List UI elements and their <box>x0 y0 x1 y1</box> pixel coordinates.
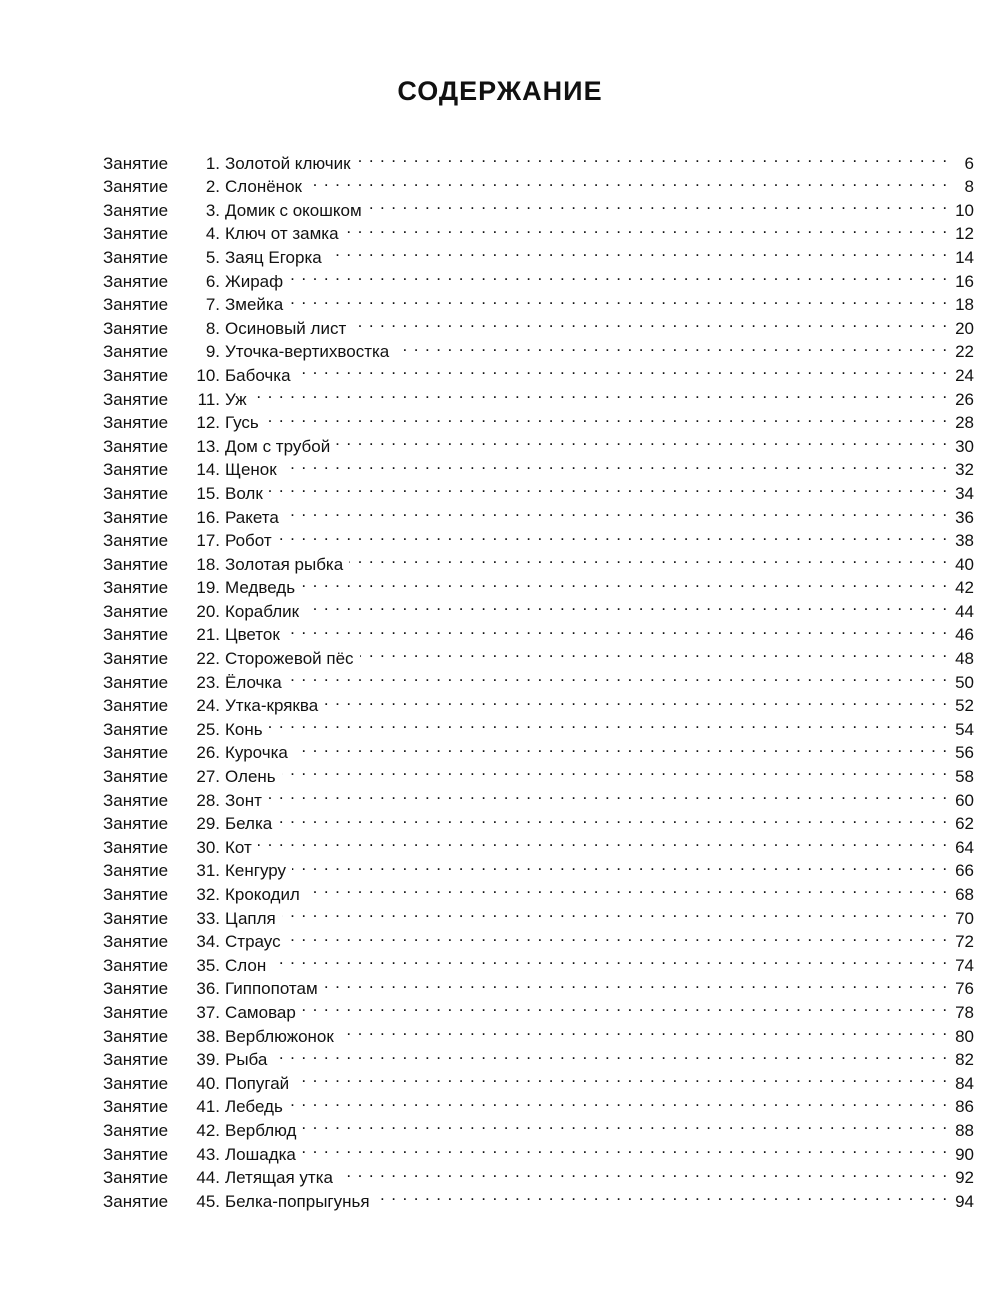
dot-leader <box>292 853 948 877</box>
dot-leader <box>265 405 948 429</box>
lesson-number: 21. <box>196 625 220 645</box>
lesson-number: 1. <box>205 153 220 173</box>
lesson-number: 40. <box>196 1073 220 1093</box>
page-number: 88 <box>955 1120 974 1140</box>
lesson-number: 27. <box>196 767 220 787</box>
dot-leader <box>305 593 948 617</box>
page-number: 86 <box>955 1097 974 1117</box>
dot-leader <box>340 1018 948 1042</box>
lesson-title: Золотой ключик <box>225 153 351 173</box>
page-number: 48 <box>955 649 974 669</box>
page-number: 26 <box>955 389 974 409</box>
dot-leader <box>268 782 948 806</box>
lesson-title: Верблюд <box>225 1120 297 1140</box>
lesson-label: Занятие <box>103 601 169 621</box>
page-number: 66 <box>955 861 974 881</box>
dot-leader <box>302 1136 948 1160</box>
lesson-label: Занятие <box>103 247 169 267</box>
page-number: 36 <box>955 507 974 527</box>
lesson-label: Занятие <box>103 365 169 385</box>
dot-leader <box>289 263 948 287</box>
lesson-title: Ключ от замка <box>225 224 339 244</box>
dot-leader <box>253 381 948 405</box>
dot-leader <box>395 334 948 358</box>
dot-leader <box>283 452 948 476</box>
page-number: 54 <box>955 719 974 739</box>
lesson-number: 19. <box>196 578 220 598</box>
lesson-label: Занятие <box>103 1050 169 1070</box>
page-number: 92 <box>955 1168 974 1188</box>
page-number: 6 <box>964 153 974 173</box>
lesson-label: Занятие <box>103 696 169 716</box>
lesson-title: Слон <box>225 955 267 975</box>
lesson-label: Занятие <box>103 578 169 598</box>
lesson-number: 11. <box>197 389 220 409</box>
lesson-label: Занятие <box>103 814 169 834</box>
page-number: 64 <box>955 837 974 857</box>
dot-leader <box>287 924 948 948</box>
page-number: 34 <box>955 483 974 503</box>
lesson-number: 15. <box>196 483 220 503</box>
lesson-title: Цапля <box>225 908 276 928</box>
lesson-title: Рыба <box>225 1050 268 1070</box>
dot-leader <box>301 570 948 594</box>
lesson-label: Занятие <box>103 1002 169 1022</box>
lesson-title: Летящая утка <box>225 1168 333 1188</box>
page-number: 42 <box>955 578 974 598</box>
lesson-label: Занятие <box>103 790 169 810</box>
dot-leader <box>289 287 948 311</box>
dot-leader <box>324 971 948 995</box>
page-number: 80 <box>955 1026 974 1046</box>
lesson-title: Щенок <box>225 460 277 480</box>
lesson-label: Занятие <box>103 200 169 220</box>
lesson-number: 28. <box>196 790 220 810</box>
page-number: 22 <box>955 342 974 362</box>
lesson-title: Домик с окошком <box>225 200 362 220</box>
page-number: 68 <box>955 885 974 904</box>
lesson-title: Медведь <box>225 578 296 598</box>
page-number: 74 <box>955 955 974 975</box>
dot-leader <box>336 428 948 452</box>
lesson-title: Уж <box>225 389 247 409</box>
page-number: 76 <box>955 979 974 999</box>
lesson-label: Занятие <box>103 413 169 433</box>
dot-leader <box>294 735 948 759</box>
dot-leader <box>345 216 948 240</box>
lesson-number: 37. <box>196 1002 220 1022</box>
dot-leader <box>285 499 948 523</box>
lesson-label: Занятие <box>103 436 169 456</box>
lesson-number: 43. <box>196 1144 220 1164</box>
lesson-number: 29. <box>196 814 220 834</box>
lesson-label: Занятие <box>103 979 169 999</box>
lesson-title: Дом с трубой <box>225 436 331 456</box>
dot-leader <box>302 1112 948 1136</box>
lesson-title: Белка-попрыгунья <box>225 1191 370 1211</box>
lesson-number: 41. <box>196 1097 220 1117</box>
lesson-label: Занятие <box>103 861 169 881</box>
lesson-label: Занятие <box>103 271 169 291</box>
lesson-label: Занятие <box>103 1168 169 1188</box>
lesson-title: Кораблик <box>225 601 300 621</box>
dot-leader <box>339 1160 948 1184</box>
page-number: 12 <box>955 224 974 244</box>
lesson-label: Занятие <box>103 955 169 975</box>
lesson-label: Занятие <box>103 1191 169 1211</box>
page-number: 56 <box>955 743 974 763</box>
lesson-number: 22. <box>196 649 220 669</box>
lesson-title: Конь <box>225 719 263 739</box>
lesson-label: Занятие <box>103 318 169 338</box>
lesson-label: Занятие <box>103 649 169 669</box>
lesson-number: 6. <box>205 271 220 291</box>
lesson-title: Ёлочка <box>225 672 282 692</box>
lesson-label: Занятие <box>103 837 169 857</box>
dot-leader <box>288 664 948 688</box>
page-number: 24 <box>955 365 974 385</box>
page-number: 18 <box>955 295 974 315</box>
lesson-number: 26. <box>196 743 220 763</box>
page-number: 84 <box>955 1073 974 1093</box>
lesson-label: Занятие <box>103 932 169 952</box>
lesson-title: Жираф <box>225 271 284 291</box>
dot-leader <box>349 546 948 570</box>
lesson-number: 39. <box>196 1050 220 1070</box>
page-number: 46 <box>955 625 974 645</box>
lesson-label: Занятие <box>103 743 169 763</box>
page-number: 28 <box>955 413 974 433</box>
lesson-number: 18. <box>196 554 220 574</box>
lesson-title: Самовар <box>225 1002 296 1022</box>
lesson-title: Лошадка <box>225 1144 296 1164</box>
lesson-number: 30. <box>196 837 220 857</box>
lesson-number: 16. <box>196 507 220 527</box>
page-number: 20 <box>955 318 974 338</box>
page-number: 62 <box>955 814 974 834</box>
lesson-number: 44. <box>196 1168 220 1188</box>
lesson-label: Занятие <box>103 1120 169 1140</box>
dot-leader <box>295 1065 948 1089</box>
dot-leader <box>368 192 948 216</box>
dot-leader <box>289 1089 948 1113</box>
lesson-title: Кот <box>225 837 252 857</box>
page-number: 90 <box>955 1144 974 1164</box>
lesson-label: Занятие <box>103 554 169 574</box>
lesson-label: Занятие <box>103 483 169 503</box>
lesson-title: Зонт <box>225 790 262 810</box>
lesson-label: Занятие <box>103 625 169 645</box>
lesson-label: Занятие <box>103 1026 169 1046</box>
lesson-label: Занятие <box>103 177 169 197</box>
page-number: 94 <box>955 1191 974 1211</box>
lesson-label: Занятие <box>103 507 169 527</box>
lesson-label: Занятие <box>103 719 169 739</box>
lesson-number: 45. <box>196 1191 220 1211</box>
dot-leader <box>302 994 948 1018</box>
lesson-label: Занятие <box>103 342 169 362</box>
page-number: 8 <box>964 177 974 197</box>
dot-leader <box>297 357 948 381</box>
dot-leader <box>286 617 948 641</box>
lesson-number: 35. <box>196 955 220 975</box>
page-number: 14 <box>955 247 974 267</box>
page-number: 72 <box>955 932 974 952</box>
lesson-title: Ракета <box>225 507 279 527</box>
lesson-label: Занятие <box>103 153 169 173</box>
page-number: 52 <box>955 696 974 716</box>
page-number: 58 <box>955 767 974 787</box>
lesson-title: Гусь <box>225 413 259 433</box>
lesson-number: 32. <box>196 885 220 904</box>
lesson-label: Занятие <box>103 460 169 480</box>
lesson-title: Гиппопотам <box>225 979 318 999</box>
dot-leader <box>282 758 948 782</box>
table-of-contents <box>103 145 974 1211</box>
page-number: 82 <box>955 1050 974 1070</box>
lesson-number: 7. <box>205 295 220 315</box>
lesson-title: Утка-кряква <box>225 696 319 716</box>
lesson-label: Занятие <box>103 224 169 244</box>
page-number: 10 <box>955 200 974 220</box>
page-number: 40 <box>955 554 974 574</box>
dot-leader <box>328 239 948 263</box>
lesson-number: 8. <box>205 318 220 338</box>
lesson-title: Слонёнок <box>225 177 302 197</box>
toc-entry <box>103 145 974 173</box>
lesson-label: Занятие <box>103 672 169 692</box>
dot-leader <box>272 947 948 971</box>
dot-leader <box>360 640 948 664</box>
lesson-number: 9. <box>205 342 220 362</box>
dot-leader <box>376 1183 948 1207</box>
lesson-label: Занятие <box>103 531 169 551</box>
dot-leader <box>269 711 948 735</box>
lesson-number: 2. <box>205 177 220 197</box>
lesson-number: 33. <box>196 908 220 928</box>
page-number: 30 <box>955 436 974 456</box>
lesson-number: 38. <box>196 1026 220 1046</box>
lesson-title: Верблюжонок <box>225 1026 334 1046</box>
lesson-number: 23. <box>196 672 220 692</box>
lesson-label: Занятие <box>103 1097 169 1117</box>
lesson-number: 17. <box>196 531 220 551</box>
lesson-title: Бабочка <box>225 365 291 385</box>
lesson-label: Занятие <box>103 885 169 904</box>
lesson-number: 3. <box>205 200 220 220</box>
lesson-title: Крокодил <box>225 885 300 904</box>
lesson-title: Лебедь <box>225 1097 283 1117</box>
lesson-title: Сторожевой пёс <box>225 649 354 669</box>
dot-leader <box>258 829 948 853</box>
lesson-number: 42. <box>196 1120 220 1140</box>
lesson-number: 24. <box>196 696 220 716</box>
lesson-number: 4. <box>205 224 220 244</box>
lesson-title: Осиновый лист <box>225 318 347 338</box>
dot-leader <box>269 475 948 499</box>
dot-leader <box>278 523 948 547</box>
page-number: 50 <box>955 672 974 692</box>
dot-leader <box>278 806 948 830</box>
dot-leader <box>352 310 948 334</box>
lesson-title: Попугай <box>225 1073 290 1093</box>
page-number: 78 <box>955 1002 974 1022</box>
page-title: СОДЕРЖАНИЕ <box>397 76 603 106</box>
page-number: 38 <box>955 531 974 551</box>
lesson-title: Курочка <box>225 743 288 763</box>
lesson-number: 14. <box>196 460 220 480</box>
lesson-title: Заяц Егорка <box>225 247 322 267</box>
lesson-number: 20. <box>196 601 220 621</box>
lesson-number: 12. <box>196 413 220 433</box>
dot-leader <box>282 900 948 924</box>
dot-leader <box>308 169 948 193</box>
page-number: 44 <box>955 601 974 621</box>
page-number: 32 <box>955 460 974 480</box>
lesson-title: Олень <box>225 767 276 787</box>
page-number: 70 <box>955 908 974 928</box>
lesson-label: Занятие <box>103 295 169 315</box>
lesson-title: Цветок <box>225 625 280 645</box>
lesson-title: Змейка <box>225 295 284 315</box>
lesson-title: Белка <box>225 814 273 834</box>
lesson-title: Страус <box>225 932 281 952</box>
lesson-number: 10. <box>196 365 220 385</box>
lesson-title: Робот <box>225 531 272 551</box>
lesson-title: Кенгуру <box>225 861 287 881</box>
lesson-label: Занятие <box>103 767 169 787</box>
lesson-title: Золотая рыбка <box>225 554 344 574</box>
lesson-number: 5. <box>205 247 220 267</box>
lesson-label: Занятие <box>103 1073 169 1093</box>
lesson-number: 36. <box>196 979 220 999</box>
lesson-label: Занятие <box>103 1144 169 1164</box>
lesson-title: Волк <box>225 483 263 503</box>
dot-leader <box>306 876 948 900</box>
lesson-label: Занятие <box>103 389 169 409</box>
page-number: 16 <box>955 271 974 291</box>
lesson-number: 25. <box>196 719 220 739</box>
lesson-number: 31. <box>196 861 220 881</box>
lesson-number: 13. <box>196 436 220 456</box>
page-number: 60 <box>955 790 974 810</box>
lesson-label: Занятие <box>103 908 169 928</box>
dot-leader <box>357 145 948 169</box>
lesson-title: Уточка-вертихвостка <box>225 342 390 362</box>
lesson-number: 34. <box>196 932 220 952</box>
dot-leader <box>324 688 948 712</box>
dot-leader <box>273 1042 948 1066</box>
